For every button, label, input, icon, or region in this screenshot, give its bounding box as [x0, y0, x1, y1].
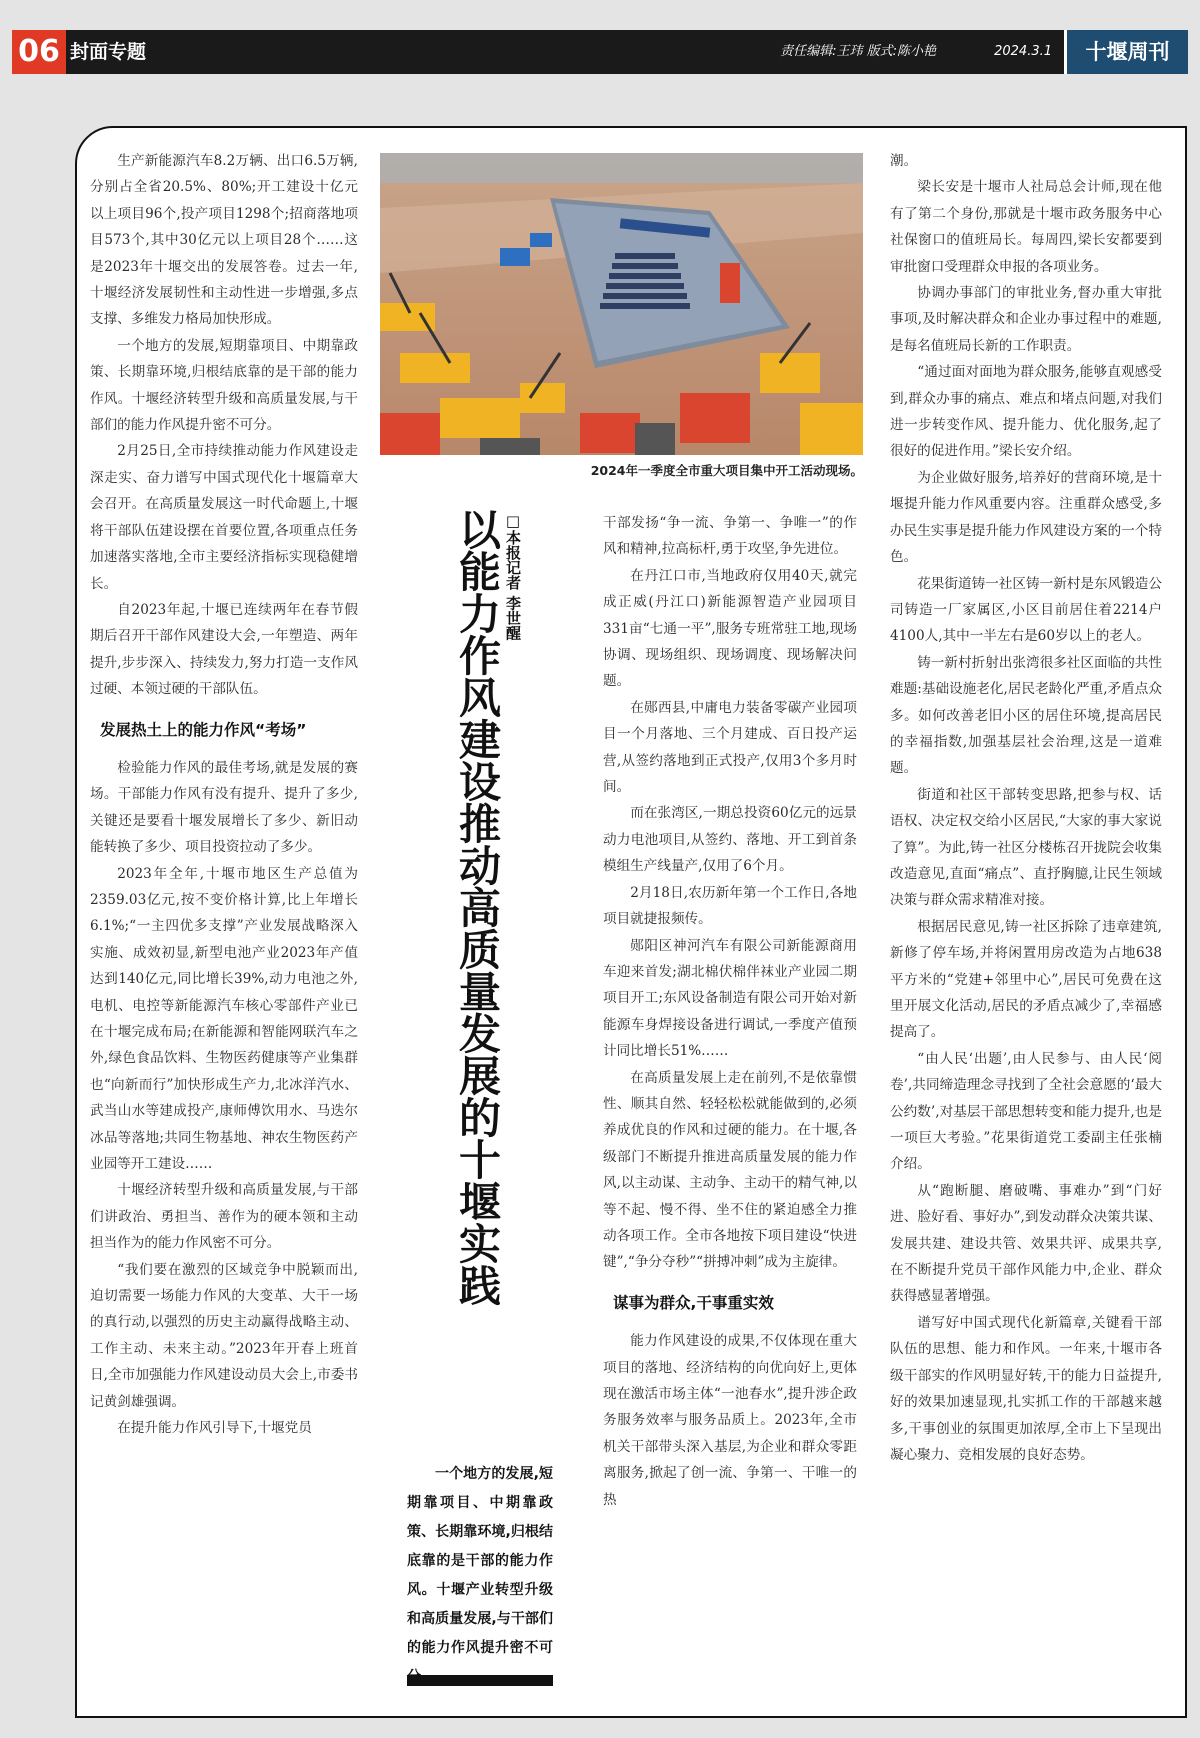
paragraph: 生产新能源汽车8.2万辆、出口6.5万辆,分别占全省20.5%、80%;开工建设十亿元以上项目96个,投产项目1298个;招商落地项目573个,其中30亿元以上项目28个……这是2023年十堰交出的发展答卷。过去一年,十堰经济发展韧性和主动性进一步增强,多点支撑、多维发力格局加快形成。: [90, 153, 358, 328]
paragraph: “由人民‘出题’,由人民参与、由人民‘阅卷’,共同缔造理念寻找到了全社会意愿的‘最大公约数’,对基层干部思想转变和能力提升,也是一项巨大考验。”花果街道党工委副主任张楠介绍。: [890, 1050, 1162, 1173]
byline: □本报记者 李世醒: [504, 512, 522, 641]
paragraph: 2023年全年,十堰市地区生产总值为2359.03亿元,按不变价格计算,比上年增长6.1%;“一主四优多支撑”产业发展战略深入实施、成效初显,新型电池产业2023年产值达到140亿元,同比增长39%,动力电池之外,电机、电控等新能源汽车核心零部件产业已在十堰完成布局;在新能源和智能网联汽车之外,绿色食品饮料、生物医药健康等产业集群也“向新而行”加快形成生产力,北冰洋汽水、武当山水等建成投产,康师傅饮用水、马迭尔冰品等落地;共同生物基地、神农生物医药产业园等开工建设……: [90, 865, 358, 1173]
subheading: 谋事为群众,干事重实效: [613, 1293, 774, 1312]
paragraph: 在丹江口市,当地政府仅用40天,就完成正威(丹江口)新能源智造产业园项目331亩“七通一平”,服务专班常驻工地,现场协调、现场组织、现场调度、现场解决问题。: [603, 567, 857, 690]
paragraph: 能力作风建设的成果,不仅体现在重大项目的落地、经济结构的向优向好上,更体现在激活市场主体“一池春水”,提升涉企政务服务效率与服务品质上。2023年,全市机关干部带头深入基层,为企业和群众零距离服务,掀起了创一流、争第一、干唯一的热: [603, 1333, 857, 1508]
paragraph: 根据居民意见,铸一社区拆除了违章建筑,新修了停车场,并将闲置用房改造为占地638平方米的“党建+邻里中心”,居民可免费在这里开展文化活动,居民的矛盾点减少了,幸福感提高了。: [890, 918, 1162, 1041]
issue-date: 2024.3.1: [994, 44, 1052, 59]
paragraph: 在郧西县,中庸电力装备零碳产业园项目一个月落地、三个月建成、百日投产运营,从签约落地到正式投产,仅用3个多月时间。: [603, 699, 857, 796]
paragraph: 检验能力作风的最佳考场,就是发展的赛场。干部能力作风有没有提升、提升了多少,关键还是要看十堰发展增长了多少、新旧动能转换了多少、项目投资拉动了多少。: [90, 759, 358, 856]
article-column-3: [603, 510, 857, 1513]
paragraph: 2月25日,全市持续推动能力作风建设走深走实、奋力谱写中国式现代化十堰篇章大会召开。在高质量发展这一时代命题上,十堰将干部队伍建设摆在首要位置,各项重点任务加速落实落地,全市主要经济指标实现稳健增长。: [90, 443, 358, 592]
paragraph: “通过面对面地为群众服务,能够直观感受到,群众办事的痛点、难点和堵点问题,对我们进一步转变作风、提升能力、优化服务,起了很好的促进作用。”梁长安介绍。: [890, 364, 1162, 460]
article-column-1: [90, 148, 358, 1442]
photo-caption: 2024年一季度全市重大项目集中开工活动现场。: [590, 463, 863, 478]
section-title: 封面专题: [70, 41, 147, 63]
paragraph: 潮。: [890, 153, 918, 169]
pull-quote-text: 一个地方的发展,短期靠项目、中期靠政策、长期靠环境,归根结底靠的是干部的能力作风。十堰产业转型升级和高质量发展,与干部们的能力作风提升密不可: [407, 1466, 553, 1656]
paragraph: 一个地方的发展,短期靠项目、中期靠政策、长期靠环境,归根结底靠的是干部的能力作风。十堰经济转型升级和高质量发展,与干部们的能力作风提升密不可分。: [90, 337, 358, 434]
paragraph: “我们要在激烈的区域竞争中脱颖而出,迫切需要一场能力作风的大变革、大干一场的真行动,以强烈的历史主动赢得战略主动、工作主动、未来主动。”2023年开春上班首日,全市加强能力作风建设动员大会上,市委书记黄剑雄强调。: [90, 1261, 358, 1410]
page-header: [12, 30, 1188, 74]
subheading: 发展热土上的能力作风“考场”: [100, 720, 307, 739]
paragraph: 十堰经济转型升级和高质量发展,与干部们讲政治、勇担当、善作为的硬本领和主动担当作为的能力作风密不可分。: [90, 1182, 358, 1252]
paragraph: 铸一新村折射出张湾很多社区面临的共性难题:基础设施老化,居民老龄化严重,矛盾点众多。如何改善老旧小区的居住环境,提高居民的幸福指数,加强基层社会治理,这是一道难题。: [890, 654, 1162, 777]
paragraph: 自2023年起,十堰已连续两年在春节假期后召开干部作风建设大会,一年塑造、两年提升,步步深入、持续发力,努力打造一支作风过硬、本领过硬的干部队伍。: [90, 601, 358, 698]
article-column-4: [890, 148, 1162, 1468]
paragraph: 在提升能力作风引导下,十堰党员: [117, 1420, 312, 1437]
paragraph: 2月18日,农历新年第一个工作日,各地项目就捷报频传。: [603, 884, 857, 928]
construction-site-photo: [380, 153, 863, 455]
paragraph: 街道和社区干部转变思路,把参与权、话语权、决定权交给小区居民,“大家的事大家说了算”。为此,铸一社区分楼栋召开拢院会收集改造意见,直面“痛点”、直抒胸臆,让民生领域决策与群众需求精准对接。: [890, 786, 1162, 909]
pull-quote: [407, 1460, 553, 1692]
paragraph: 协调办事部门的审批业务,督办重大审批事项,及时解决群众和企业办事过程中的难题,是每名值班局长新的工作职责。: [890, 285, 1162, 354]
paragraph: 为企业做好服务,培养好的营商环境,是十堰提升能力作风重要内容。注重群众感受,多办民生实事是提升能力作风建设方案的一个特色。: [890, 469, 1162, 566]
paragraph: 从“跑断腿、磨破嘴、事难办”到“门好进、脸好看、事好办”,到发动群众决策共谋、发展共建、建设共管、效果共评、成果共享,在不断提升党员干部作风能力中,企业、群众获得感显著增强。: [890, 1182, 1162, 1305]
headline: 以能力作风建设推动高质量发展的十堰实践: [453, 508, 502, 1306]
editor-credits: 责任编辑:王玮 版式:陈小艳: [780, 44, 936, 59]
paragraph: 而在张湾区,一期总投资60亿元的远景动力电池项目,从签约、落地、开工到首条模组生产线量产,仅用了6个月。: [603, 805, 857, 875]
paragraph: 在高质量发展上走在前列,不是依靠惯性、顺其自然、轻轻松松就能做到的,必须养成优良的作风和过硬的能力。在十堰,各级部门不断提升推进高质量发展的能力作风,以主动谋、主动争、主动干的精气神,以等不起、慢不得、坐不住的紧迫感全力推动各项工作。全市各地按下项目建设“快进键”,“争分夺秒”“拼搏冲刺”成为主旋律。: [603, 1069, 857, 1271]
paragraph: 花果街道铸一社区铸一新村是东风锻造公司铸造一厂家属区,小区目前居住着2214户4100人,其中一半左右是60岁以上的老人。: [890, 575, 1162, 645]
paragraph: 谱写好中国式现代化新篇章,关键看干部队伍的思想、能力和作风。一年来,十堰市各级干部实的作风明显好转,干的能力日益提升,好的效果加速显现,扎实抓工作的干部越来越多,干事创业的氛围更加浓厚,全市上下呈现出凝心聚力、竞相发展的良好态势。: [890, 1314, 1162, 1463]
paragraph: 梁长安是十堰市人社局总会计师,现在他有了第二个身份,那就是十堰市政务服务中心社保窗口的值班局长。每周四,梁长安都要到审批窗口受理群众申报的各项业务。: [890, 179, 1162, 275]
page-number: 06: [12, 30, 66, 74]
paragraph: 郧阳区神河汽车有限公司新能源商用车迎来首发;湖北棉伏棉伴袜业产业园二期项目开工;东风设备制造有限公司开始对新能源车身焊接设备进行调试,一季度产值预计同比增长51%……: [603, 937, 857, 1060]
pull-quote-rule: [407, 1675, 553, 1686]
paragraph: 干部发扬“争一流、争第一、争唯一”的作风和精神,拉高标杆,勇于攻坚,争先进位。: [603, 515, 857, 558]
publication-name: 十堰周刊: [1064, 30, 1188, 74]
